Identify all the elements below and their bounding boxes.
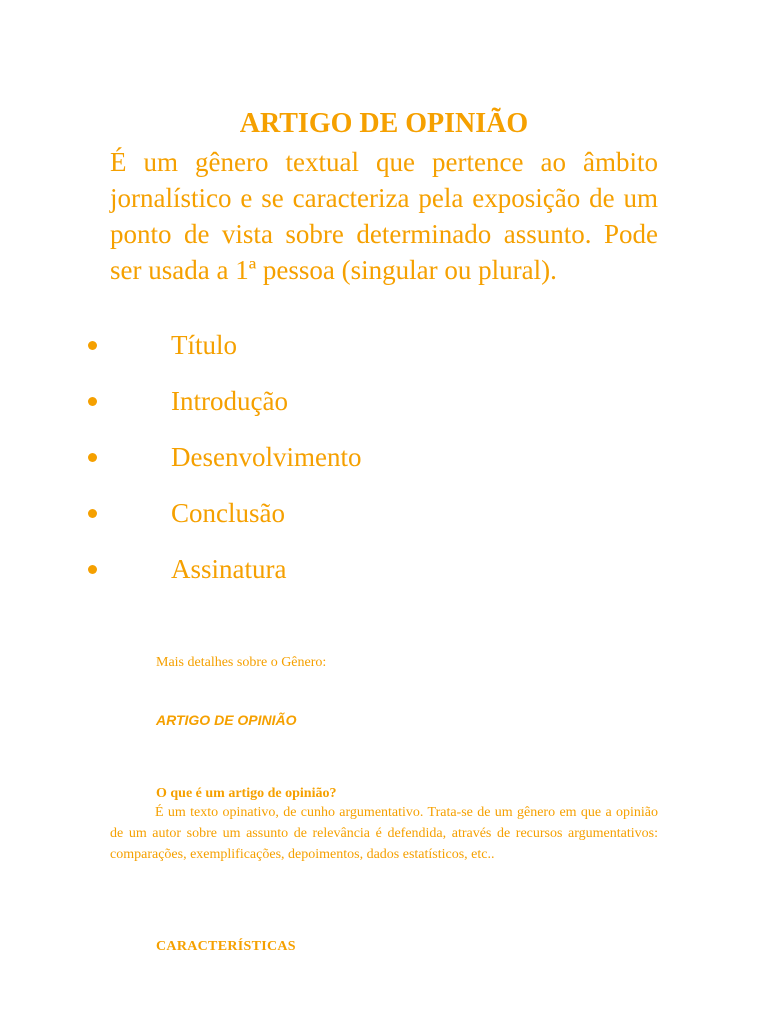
- list-item-label: Introdução: [171, 386, 288, 416]
- characteristics-heading: CARACTERÍSTICAS: [156, 939, 296, 954]
- bullet-icon: [88, 453, 97, 462]
- section-subtitle: ARTIGO DE OPINIÃO: [156, 712, 297, 728]
- list-item-label: Conclusão: [171, 498, 285, 528]
- intro-paragraph: É um gênero textual que pertence ao âmbito jornalístico e se caracteriza pela exposição de um ponto de vista sobre determinado assunto. Pode ser usada a 1ª pessoa (singular ou plural).: [110, 147, 658, 285]
- list-item-label: Desenvolvimento: [171, 442, 362, 472]
- bullet-icon: [88, 397, 97, 406]
- list-item-label: Título: [171, 330, 237, 360]
- bullet-icon: [88, 565, 97, 574]
- answer-paragraph: É um texto opinativo, de cunho argumentativo. Trata-se de um gênero em que a opinião de um autor sobre um assunto de relevância é defendida, através de recursos argumentativos: comparações, exemplificações, depoimentos, dados estatísticos, etc..: [110, 805, 658, 862]
- bullet-icon: [88, 341, 97, 350]
- bullet-icon: [88, 509, 97, 518]
- document-title: ARTIGO DE OPINIÃO: [239, 108, 529, 139]
- more-details-text: Mais detalhes sobre o Gênero:: [156, 655, 327, 670]
- list-item-label: Assinatura: [171, 554, 287, 584]
- question-heading: O que é um artigo de opinião?: [156, 786, 337, 801]
